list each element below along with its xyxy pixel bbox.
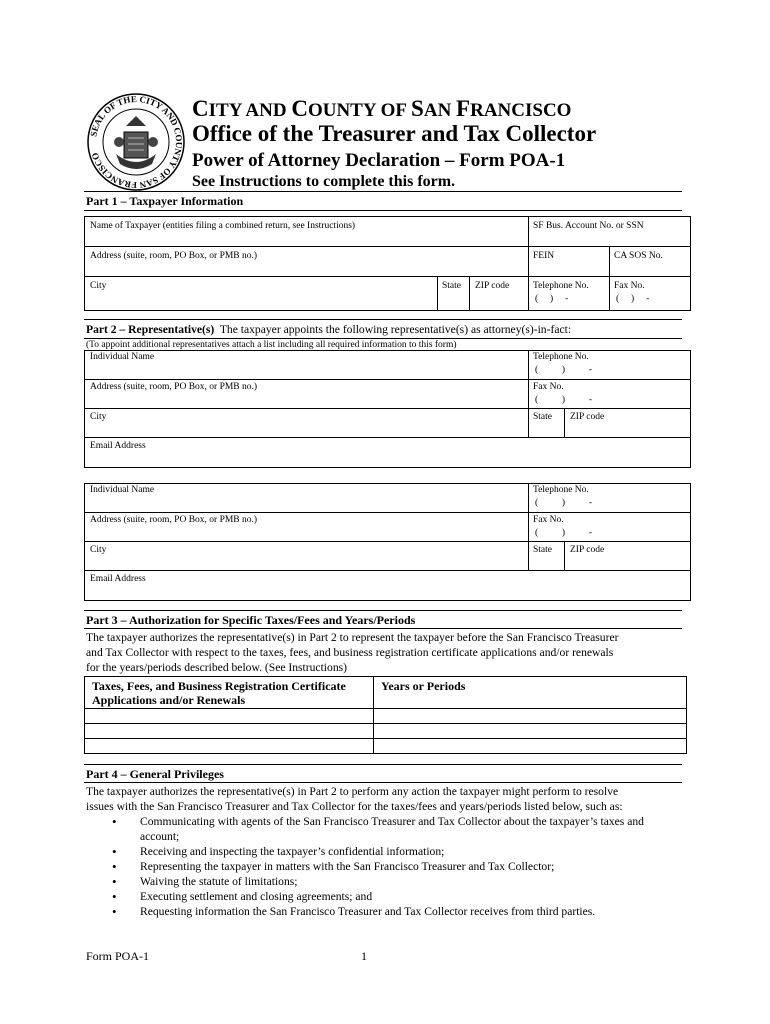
rep1-fax-field[interactable]: Fax No. <box>533 382 564 392</box>
row-divider <box>84 541 691 542</box>
account-number-field[interactable]: SF Bus. Account No. or SSN <box>533 221 644 231</box>
svg-text:SEAL OF THE CITY AND COUNTY OF: SEAL OF THE CITY AND COUNTY OF SAN FRANCISCO <box>88 93 185 191</box>
rep2-name-field[interactable]: Individual Name <box>90 485 155 495</box>
taxpayer-telephone-field[interactable]: Telephone No. <box>533 281 589 291</box>
rep1-address-field[interactable]: Address (suite, room, PO Box, or PMB no.) <box>90 382 258 392</box>
telephone-format: ( ) - <box>535 365 592 375</box>
part3-body-line: The taxpayer authorizes the representative(s) in Part 2 to represent the taxpayer before the San Francisco Treasurer <box>86 631 619 644</box>
representative-1-table <box>84 350 691 468</box>
fein-field[interactable]: FEIN <box>533 251 555 261</box>
rep2-address-field[interactable]: Address (suite, room, PO Box, or PMB no.) <box>90 515 258 525</box>
page-number: 1 <box>361 949 367 963</box>
part3-heading: Part 3 – Authorization for Specific Taxes/Fees and Years/Periods <box>86 613 416 627</box>
form-title: Power of Attorney Declaration – Form POA-1 <box>192 150 566 171</box>
row-divider <box>84 408 691 409</box>
col-divider <box>437 276 438 311</box>
divider <box>84 628 682 629</box>
row-divider <box>84 512 691 513</box>
rep1-zip-field[interactable]: ZIP code <box>570 412 605 422</box>
fax-format: ( ) - <box>535 528 592 538</box>
rep2-fax-field[interactable]: Fax No. <box>533 515 564 525</box>
taxpayer-name-field[interactable]: Name of Taxpayer (entities filing a combined return, see Instructions) <box>90 221 356 231</box>
divider <box>84 191 682 192</box>
taxes-column-header: Taxes, Fees, and Business Registration Certificate <box>92 679 346 693</box>
rep1-state-field[interactable]: State <box>533 412 552 422</box>
row-divider <box>84 276 691 277</box>
rep2-telephone-field[interactable]: Telephone No. <box>533 485 589 495</box>
rep2-zip-field[interactable]: ZIP code <box>570 545 605 555</box>
list-item: • Executing settlement and closing agreements; and <box>112 889 682 904</box>
divider <box>84 319 682 320</box>
part4-body-line: The taxpayer authorizes the representative(s) in Part 2 to perform any action the taxpayer might perform to resolve <box>86 785 619 798</box>
list-item: • Waiving the statute of limitations; <box>112 874 682 889</box>
fax-format: ( ) - <box>535 395 592 405</box>
years-cell[interactable] <box>374 709 686 722</box>
divider <box>84 782 682 783</box>
col-divider <box>528 216 529 311</box>
rep1-name-field[interactable]: Individual Name <box>90 352 155 362</box>
city-seal-icon <box>86 92 186 192</box>
col-divider <box>609 246 610 311</box>
footer-form-id: Form POA-1 <box>86 949 150 963</box>
row-divider <box>84 379 691 380</box>
years-column-header: Years or Periods <box>381 679 466 693</box>
taxes-cell[interactable] <box>85 739 372 753</box>
office-title: Office of the Treasurer and Tax Collector <box>192 121 597 146</box>
list-item: • Communicating with agents of the San Francisco Treasurer and Tax Collector about the taxpayer’s taxes and account; <box>112 814 682 844</box>
part3-body-line: for the years/periods described below. (See Instructions) <box>86 661 347 674</box>
representative-2-table <box>84 483 691 601</box>
part4-heading: Part 4 – General Privileges <box>86 767 224 781</box>
taxpayer-zip-field[interactable]: ZIP code <box>475 281 510 291</box>
part2-heading: Part 2 – Representative(s) The taxpayer appoints the following representative(s) as attorney(s)-in-fact: <box>86 323 572 336</box>
col-divider <box>528 350 529 437</box>
part2-note: (To appoint additional representatives attach a list including all required information to this form) <box>86 340 457 350</box>
divider <box>84 210 682 211</box>
part3-body-line: and Tax Collector with respect to the taxes, fees, and business registration certificate applications and/or renewals <box>86 646 614 659</box>
col-divider <box>469 276 470 311</box>
row-divider <box>84 570 691 571</box>
taxpayer-city-field[interactable]: City <box>90 281 107 291</box>
rep2-state-field[interactable]: State <box>533 545 552 555</box>
taxpayer-address-field[interactable]: Address (suite, room, PO Box, or PMB no.) <box>90 251 258 261</box>
fax-format: ( ) - <box>616 294 650 304</box>
years-cell[interactable] <box>374 739 686 753</box>
rep1-email-field[interactable]: Email Address <box>90 441 146 451</box>
divider <box>84 764 682 765</box>
col-divider <box>564 541 565 570</box>
years-cell[interactable] <box>374 724 686 737</box>
taxes-cell[interactable] <box>85 724 372 737</box>
divider <box>84 338 682 339</box>
row-divider <box>84 437 691 438</box>
instructions-note: See Instructions to complete this form. <box>192 173 456 190</box>
telephone-format: ( ) - <box>535 294 569 304</box>
part4-body-line: issues with the San Francisco Treasurer and Tax Collector for the taxes/fees and years/periods listed below, such as: <box>86 800 623 813</box>
taxpayer-state-field[interactable]: State <box>442 281 461 291</box>
taxes-cell[interactable] <box>85 709 372 722</box>
privileges-list <box>112 814 682 919</box>
col-divider <box>564 408 565 437</box>
agency-name: CITY AND COUNTY OF SAN FRANCISCO <box>192 96 572 121</box>
col-divider <box>528 483 529 570</box>
rep2-email-field[interactable]: Email Address <box>90 574 146 584</box>
list-item: • Requesting information the San Francisco Treasurer and Tax Collector receives from third parties. <box>112 904 682 919</box>
telephone-format: ( ) - <box>535 498 592 508</box>
rep1-city-field[interactable]: City <box>90 412 107 422</box>
list-item: • Receiving and inspecting the taxpayer’s confidential information; <box>112 844 682 859</box>
rep2-city-field[interactable]: City <box>90 545 107 555</box>
row-divider <box>84 246 691 247</box>
ca-sos-field[interactable]: CA SOS No. <box>614 251 663 261</box>
taxes-column-header: Applications and/or Renewals <box>92 693 246 707</box>
rep1-telephone-field[interactable]: Telephone No. <box>533 352 589 362</box>
divider <box>84 610 682 611</box>
list-item: • Representing the taxpayer in matters with the San Francisco Treasurer and Tax Collector; <box>112 859 682 874</box>
part1-heading: Part 1 – Taxpayer Information <box>86 194 244 208</box>
taxpayer-fax-field[interactable]: Fax No. <box>614 281 645 291</box>
